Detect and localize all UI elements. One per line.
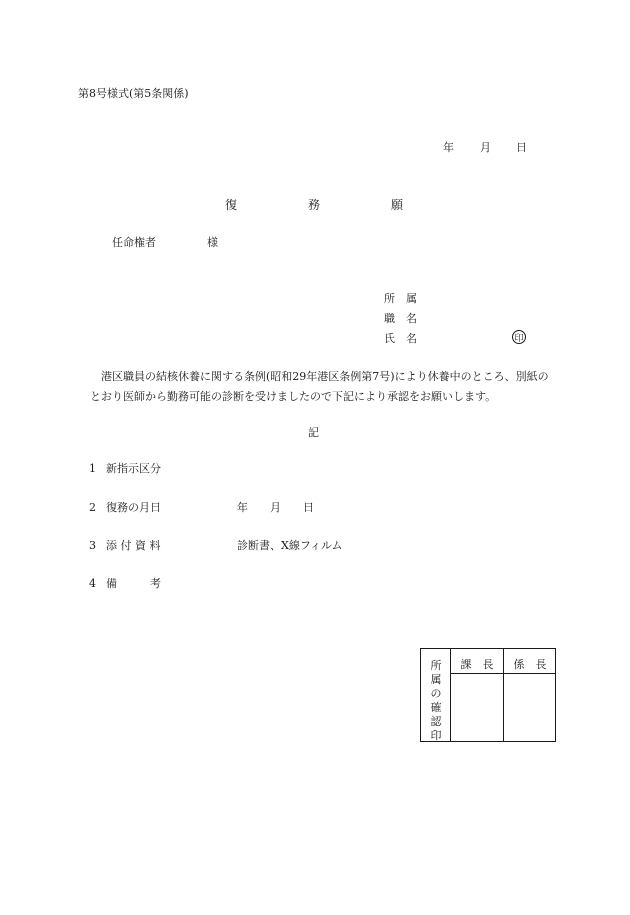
date-day: 日 [516,141,527,154]
item-3-number: 3 [89,539,96,552]
item-2-number: 2 [89,501,96,514]
request-body-text: 港区職員の結核休養に関する条例(昭和29年港区条例第7号)により休養中のところ、別紙のとおり医師から勤務可能の診断を受けましたので下記により承認をお願いします。 [90,370,549,403]
name-label: 氏 名 [384,332,417,345]
item-2-value: 年 月 日 [237,501,314,514]
item-4-label: 備 考 [106,577,161,590]
title-char-2: 務 [308,198,321,212]
position-label: 職 名 [384,312,417,325]
section-chief-header: 課 長 [460,658,494,671]
item-2-label: 復務の月日 [106,501,161,514]
confirmation-side-label: 所属の確認印 [430,659,442,742]
addressee-honorific: 様 [207,236,218,249]
seal-mark: 印 [512,330,526,344]
item-1-number: 1 [89,462,96,475]
ki-heading: 記 [308,426,319,439]
request-body [90,367,550,407]
title-char-3: 願 [391,198,404,212]
item-3-value: 診断書、X線フィルム [237,539,343,552]
date-month: 月 [480,141,491,154]
section-chief-seal-cell[interactable] [451,674,503,741]
form-id: 第8号様式(第5条関係) [78,87,189,100]
title-char-1: 復 [225,198,238,212]
subsection-chief-seal-cell[interactable] [504,674,556,741]
item-3-label: 添 付 資 料 [106,539,161,552]
affiliation-label: 所 属 [384,292,417,305]
addressee-name: 任命権者 [112,236,156,249]
item-1-label: 新指示区分 [106,462,161,475]
date-year: 年 [443,141,454,154]
subsection-chief-header: 係 長 [513,658,547,671]
confirmation-seal-box [420,648,556,742]
item-4-number: 4 [89,577,96,590]
